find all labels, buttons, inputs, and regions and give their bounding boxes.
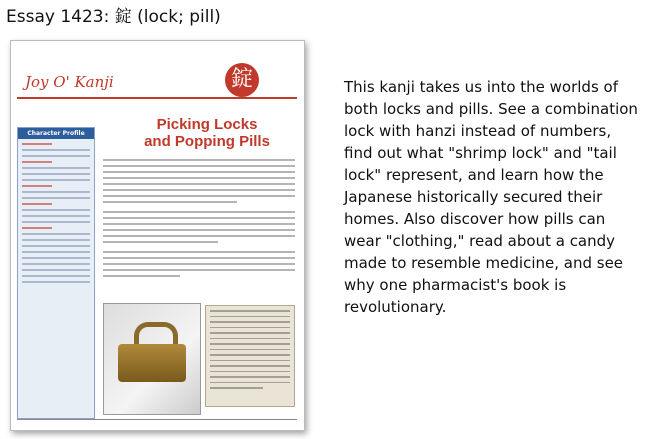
article-body-text [103, 159, 295, 281]
joy-o-kanji-logo: Joy O' Kanji [25, 73, 114, 91]
essay-description: This kanji takes us into the worlds of both locks and pills. See a combination lock with hanzi instead of numbers, find out what "shrimp lock" and "tail lock" represent, and learn how the Japanese historically secured their homes. Also discover how pills can wear "clothing," read about a candy made to resemble medicine, and see why one pharmacist's book is revolutionary. [344, 78, 638, 316]
character-profile-header: Character Profile [18, 128, 94, 139]
article-title-line1: Picking Locks [156, 116, 258, 133]
character-profile-panel [17, 127, 95, 419]
page-footer-rule [17, 419, 297, 420]
essay-heading: Essay 1423: 錠 (lock; pill) [6, 7, 221, 27]
lock-body-icon [118, 344, 186, 382]
article-title-line2: and Popping Pills [144, 133, 270, 150]
article-title [121, 116, 293, 150]
header-divider [17, 97, 297, 99]
photo-caption-box [205, 305, 295, 407]
combination-lock-photo [103, 303, 201, 415]
essay-thumbnail[interactable] [10, 40, 305, 431]
kanji-badge: 錠 [225, 63, 259, 97]
